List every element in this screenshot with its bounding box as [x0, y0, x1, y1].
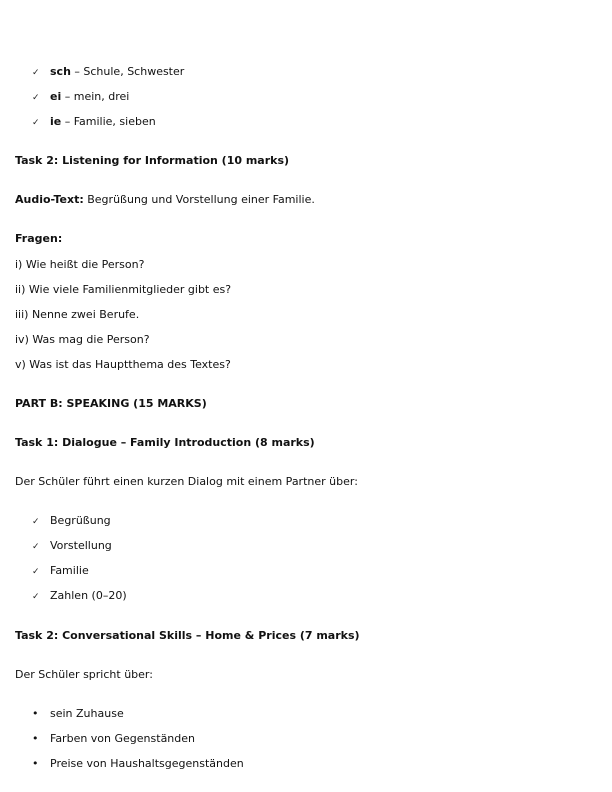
questions-heading: Fragen: — [15, 232, 63, 245]
sound-item-ie — [32, 115, 156, 130]
check-icon: ✓ — [32, 93, 40, 103]
dialogue-item-label: Familie — [50, 564, 89, 577]
sound-examples: – mein, drei — [61, 90, 130, 103]
audio-text-label: Audio-Text: — [15, 193, 84, 206]
conversation-item — [32, 707, 124, 721]
dialogue-item — [32, 564, 89, 579]
check-icon: ✓ — [32, 567, 40, 577]
dialogue-item — [32, 539, 112, 554]
dialogue-item — [32, 589, 127, 604]
bullet-icon: • — [32, 732, 39, 745]
check-icon: ✓ — [32, 517, 40, 527]
task2-listening-heading: Task 2: Listening for Information (10 marks) — [15, 154, 290, 167]
audio-text-line — [15, 193, 315, 207]
check-icon: ✓ — [32, 542, 40, 552]
sound-examples: – Familie, sieben — [61, 115, 156, 128]
question-3: iii) Nenne zwei Berufe. — [15, 308, 140, 321]
dialogue-item-label: Begrüßung — [50, 514, 111, 527]
dialogue-item-label: Vorstellung — [50, 539, 112, 552]
question-2: ii) Wie viele Familienmitglieder gibt es? — [15, 283, 232, 296]
question-4: iv) Was mag die Person? — [15, 333, 150, 346]
task2-intro: Der Schüler spricht über: — [15, 668, 153, 681]
conversation-item-label: Preise von Haushaltsgegenständen — [50, 757, 244, 770]
check-icon: ✓ — [32, 118, 40, 128]
sound-item-ei — [32, 90, 129, 105]
conversation-item — [32, 732, 195, 746]
audio-text-description: Begrüßung und Vorstellung einer Familie. — [83, 193, 315, 206]
conversation-item-label: Farben von Gegenständen — [50, 732, 195, 745]
check-icon: ✓ — [32, 68, 40, 78]
task1-dialogue-heading: Task 1: Dialogue – Family Introduction (8 marks) — [15, 436, 315, 449]
part-b-heading: PART B: SPEAKING (15 MARKS) — [15, 397, 207, 410]
sound-examples: – Schule, Schwester — [70, 65, 185, 78]
sound-item-sch — [32, 65, 184, 80]
bullet-icon: • — [32, 757, 39, 770]
task1-intro: Der Schüler führt einen kurzen Dialog mit einem Partner über: — [15, 475, 358, 488]
sound-key: ei — [50, 90, 62, 103]
sound-key: sch — [50, 65, 71, 78]
check-icon: ✓ — [32, 592, 40, 602]
question-5: v) Was ist das Hauptthema des Textes? — [15, 358, 231, 371]
conversation-item — [32, 757, 244, 771]
dialogue-item-label: Zahlen (0–20) — [50, 589, 127, 602]
bullet-icon: • — [32, 707, 39, 720]
dialogue-item — [32, 514, 111, 529]
conversation-item-label: sein Zuhause — [50, 707, 124, 720]
sound-key: ie — [50, 115, 62, 128]
task2-conversation-heading: Task 2: Conversational Skills – Home & Prices (7 marks) — [15, 629, 360, 642]
question-1: i) Wie heißt die Person? — [15, 258, 145, 271]
